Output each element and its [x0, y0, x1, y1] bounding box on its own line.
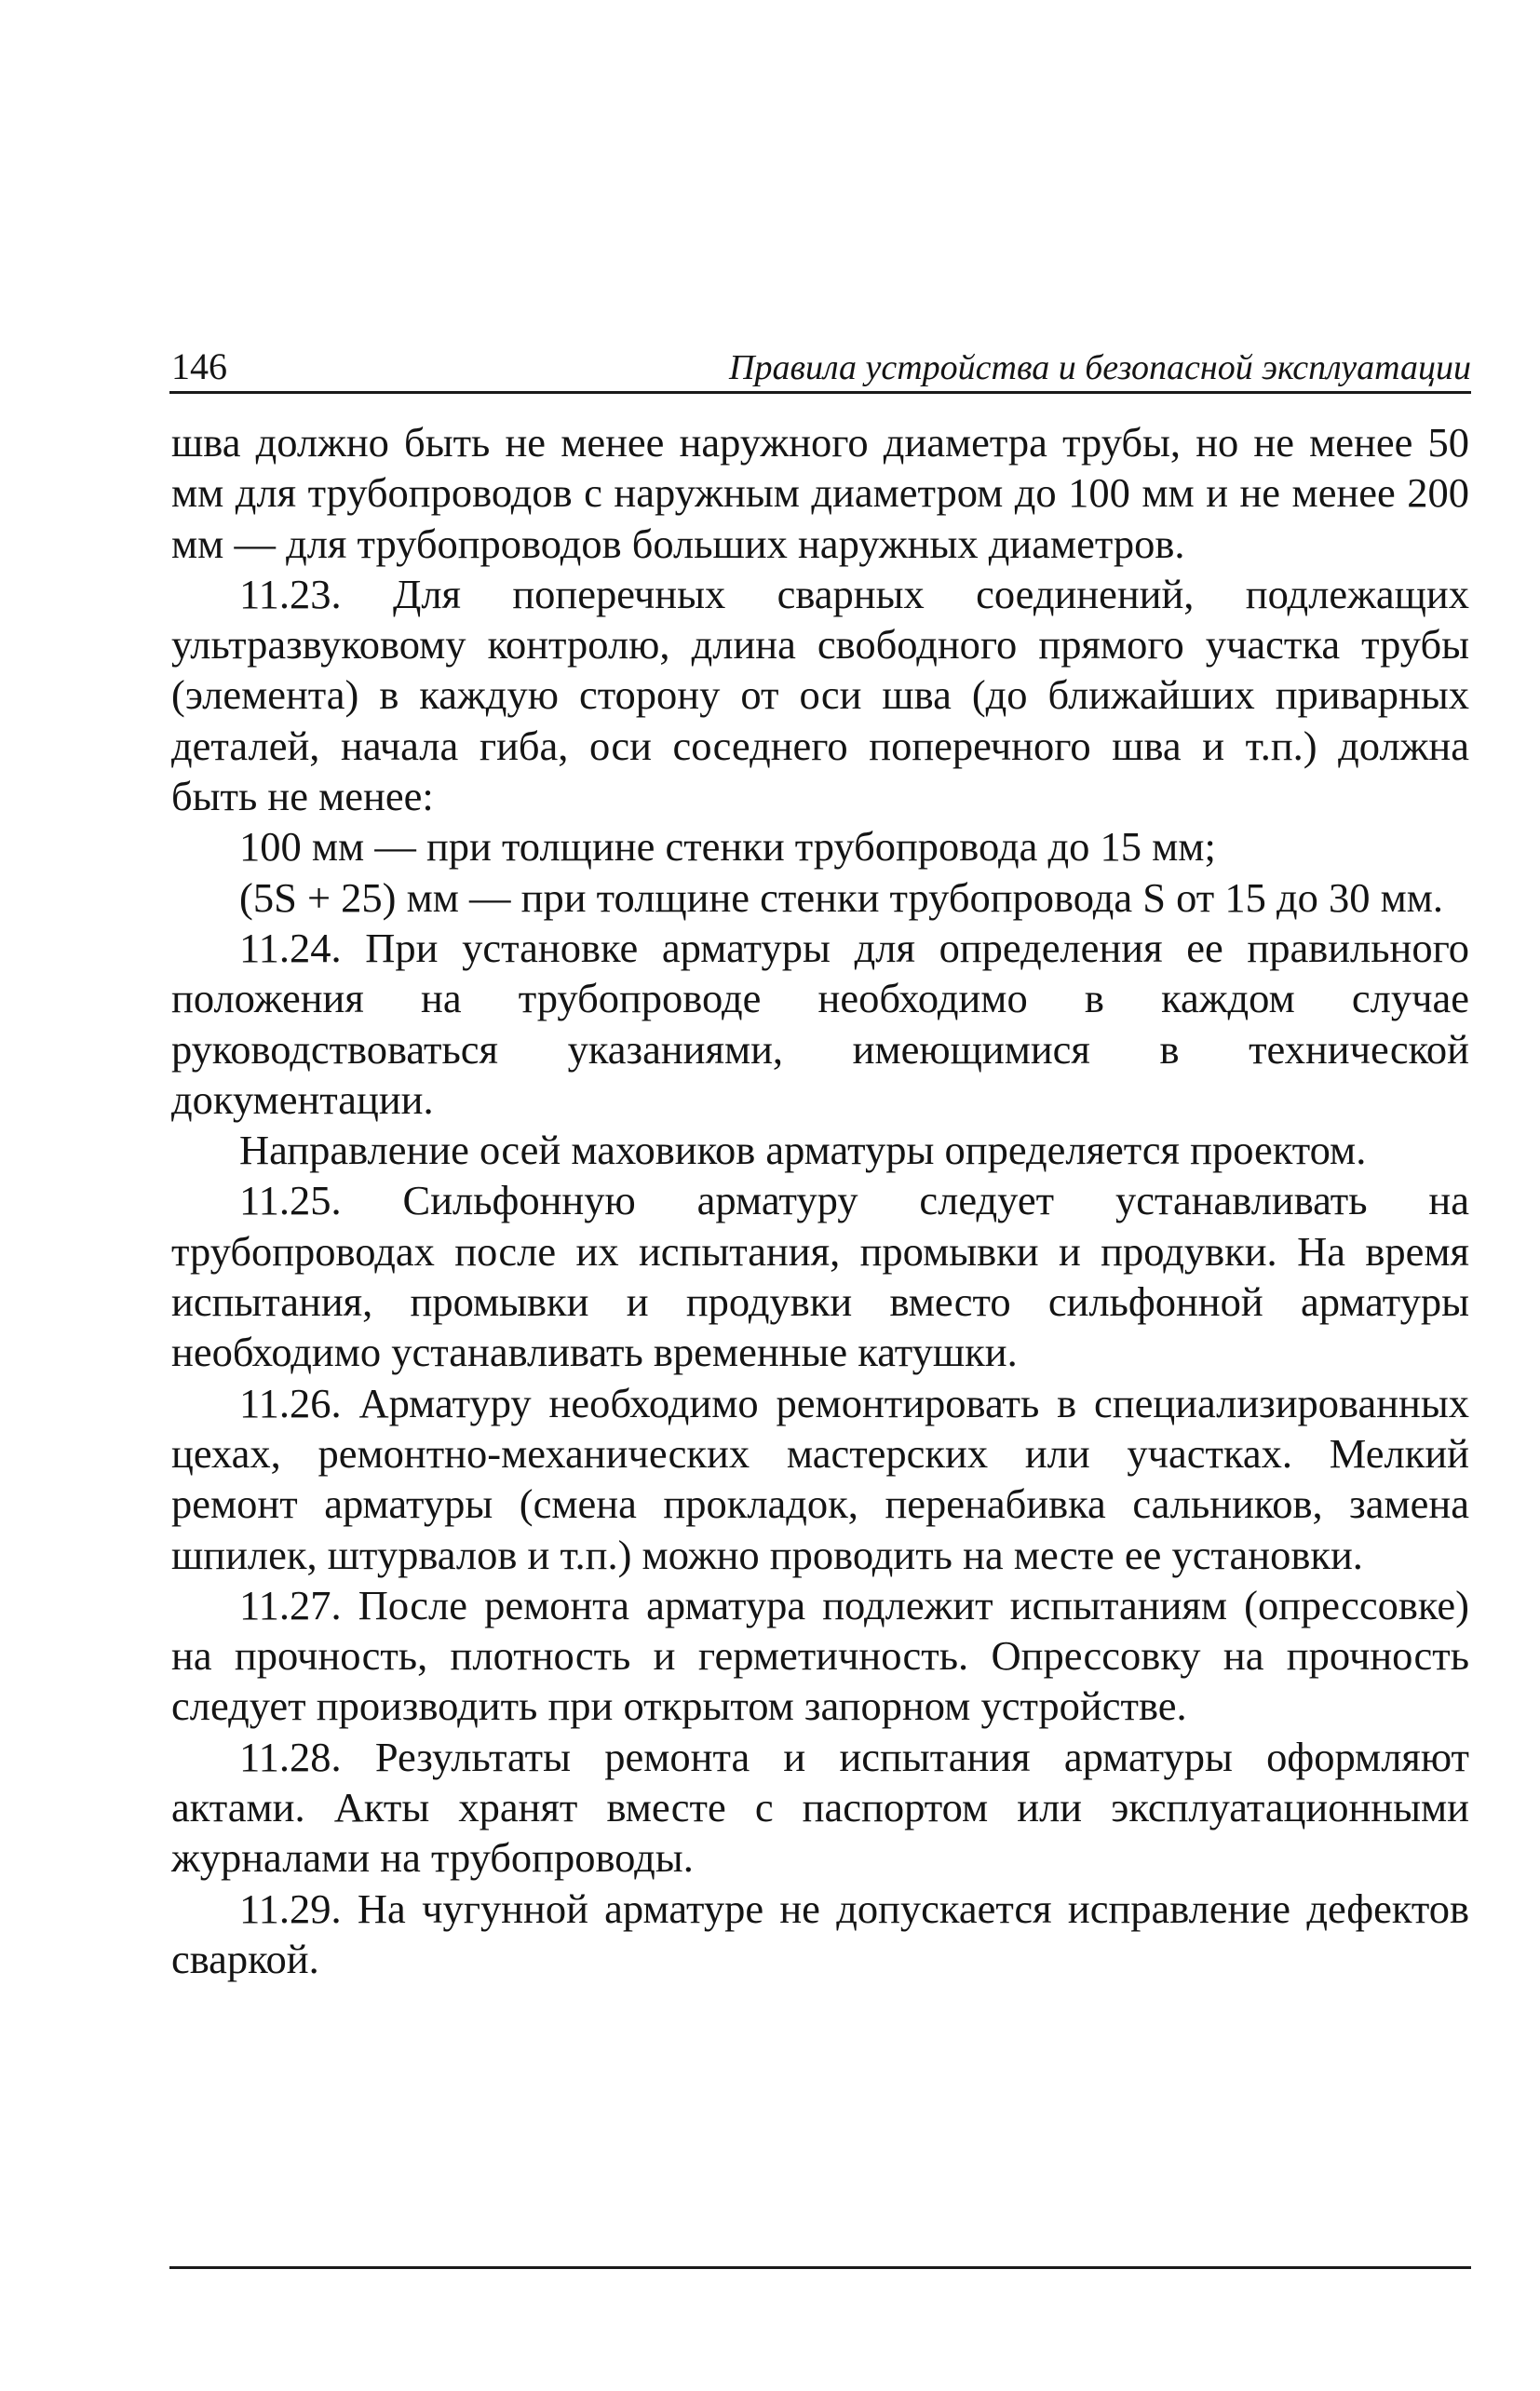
paragraph-11-23: 11.23. Для поперечных сварных соединений, подлежащих ультразвуковому контролю, длина свободного прямого участка трубы (элемента) в каждую сторону от оси шва (до ближайших приварных деталей, начала гиба, оси соседнего поперечного шва и т.п.) должна быть не менее:: [171, 570, 1469, 820]
paragraph-11-25: 11.25. Сильфонную арматуру следует устанавливать на трубопроводах после их испытания, промывки и продувки. На время испытания, промывки и продувки вместо сильфонной арматуры необходимо устанавливать временные катушки.: [171, 1177, 1469, 1376]
paragraph-11-26: 11.26. Арматуру необходимо ремонтировать в специализированных цехах, ремонтно-механических мастерских или участках. Мелкий ремонт арматуры (смена прокладок, перенабивка сальников, замена шпилек, штурвалов и т.п.) можно проводить на месте ее установки.: [171, 1379, 1469, 1578]
paragraph-list-item-100mm: 100 мм — при толщине стенки трубопровода до 15 мм;: [239, 823, 1216, 871]
paragraph-handwheel-axes: Направление осей маховиков арматуры определяется проектом.: [239, 1127, 1367, 1174]
bottom-rule: [169, 2266, 1471, 2269]
paragraph-11-29: 11.29. На чугунной арматуре не допускается исправление дефектов сваркой.: [171, 1884, 1469, 1982]
running-title: Правила устройства и безопасной эксплуатации: [729, 348, 1471, 387]
page-header: [169, 337, 1471, 394]
body-text: [171, 417, 1469, 1984]
paragraph-list-item-formula: (5S + 25) мм — при толщине стенки трубопровода S от 15 до 30 мм.: [239, 873, 1444, 921]
paragraph-11-24: 11.24. При установке арматуры для определения ее правильного положения на трубопроводе необходимо в каждом случае руководствоваться указаниями, имеющимися в технической документации.: [171, 924, 1469, 1123]
paragraph-continuation: шва должно быть не менее наружного диаметра трубы, но не менее 50 мм для трубопроводов с наружным диаметром до 100 мм и не менее 200 мм — для трубопроводов больших наружных диаметров.: [171, 419, 1469, 567]
paragraph-11-27: 11.27. После ремонта арматура подлежит испытаниям (опрессовке) на прочность, плотность и герметичность. Опрессовку на прочность следует производить при открытом запорном устройстве.: [171, 1581, 1469, 1730]
paragraph-11-28: 11.28. Результаты ремонта и испытания арматуры оформляют актами. Акты хранят вместе с паспортом или эксплуатационными журналами на трубопроводы.: [171, 1733, 1469, 1882]
page-number: 146: [171, 345, 227, 387]
